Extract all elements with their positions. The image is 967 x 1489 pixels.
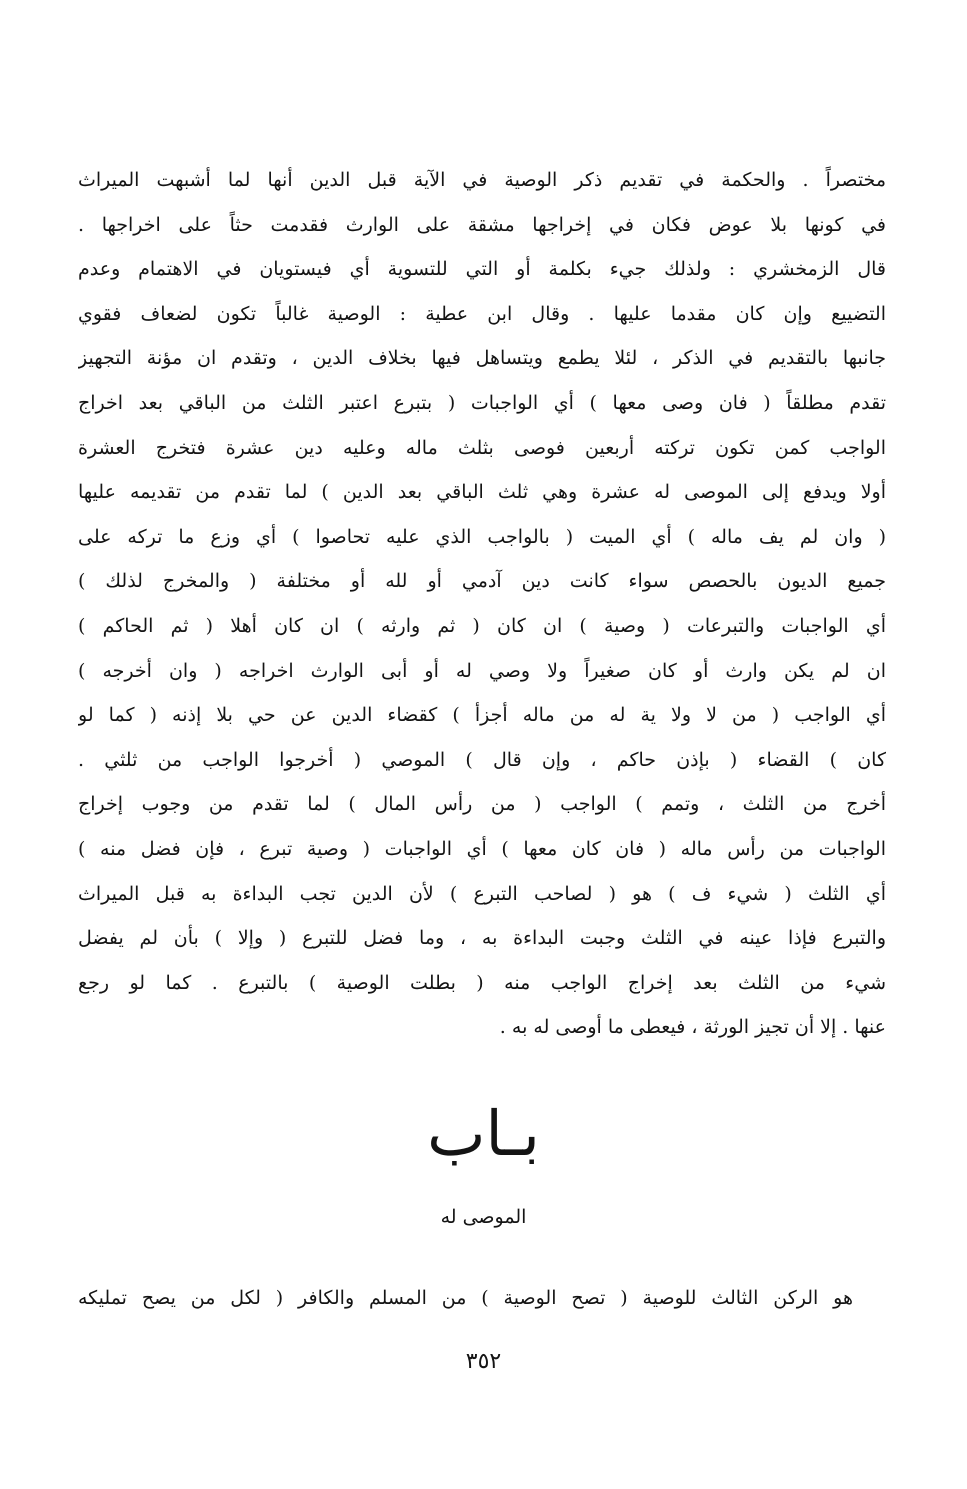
text-line: أخرج من الثلث ، وتمم ) الواجب ( من رأس المال ) لما تقدم من وجوب إخراج (78, 793, 886, 816)
text-line: تقدم مطلقاً ( فان وصى معها ) أي الواجبات ( بتبرع اعتبر الثلث من الباقي بعد اخراج (78, 391, 886, 414)
text-line: قال الزمخشري : ولذلك جيء بكلمة أو التي للتسوية أي فيستويان في الاهتمام وعدم (78, 258, 886, 281)
section-first-line: هو الركن الثالث للوصية ( تصح الوصية ) من المسلم والكافر ( لكل من يصح تمليكه (78, 1287, 853, 1309)
text-line: التضييع وإن كان مقدما عليها . وقال ابن عطية : الوصية غالباً تكون لضعاف فقوي (78, 302, 886, 325)
text-line: أولا ويدفع إلى الموصى له عشرة وهي ثلث الباقي بعد الدين ) لما تقدم من تقديمه عليها (78, 481, 886, 504)
text-line-last: عنها . إلا أن تجيز الورثة ، فيعطى ما أوصى له به . (499, 1016, 886, 1039)
text-line: جانبها بالتقديم في الذكر ، لئلا يطمع ويتساهل فيها بخلاف الدين ، وتقدم ان مؤنة التجهيز (78, 347, 886, 370)
text-line: الواجب كمن تكون تركته أربعين فوصى بثلث ماله وعليه دين عشرة فتخرج العشرة (78, 436, 886, 459)
text-line: مختصراً . والحكمة في تقديم ذكر الوصية في الآية قبل الدين أنها لما أشبهت الميراث (78, 169, 886, 191)
text-line: كان ) القضاء ( بإذن حاكم ، وإن قال ) الموصي ( أخرجوا الواجب من ثلثي . (78, 748, 886, 771)
text-line: أي الواجب ( من لا ولا ية له من ماله أجزأ ) كقضاء الدين عن حي بلا إذنه ( كما لو (78, 704, 886, 727)
text-line: والتبرع فإذا عينه في الثلث وجبت البداءة به ، وما فضل للتبرع ( وإلا ) بأن لم يفضل (78, 927, 886, 950)
section-subheading: الموصى له (440, 1206, 527, 1228)
text-line: الواجبات من رأس ماله ( فان كان معها ) أي الواجبات ( وصية تبرع ، فإن فضل منه ) (78, 837, 886, 860)
text-line: أي الواجبات والتبرعات ( وصية ) ان كان ( ثم وارثه ) ان كان أهلا ( ثم الحاكم ) (78, 614, 886, 637)
text-line: شيء من الثلث بعد إخراج الواجب منه ( بطلت الوصية ) بالتبرع . كما لو رجع (78, 971, 886, 994)
page-number: ٣٥٢ (465, 1349, 502, 1374)
text-line: ( وان لم يف ماله ) أي الميت ( بالواجب الذي عليه تحاصوا ) أي وزع ما تركه على (78, 525, 886, 548)
text-line: أي الثلث ( شيء ف ) هو ( لصاحب التبرع ) لأن الدين تجب البداءة به قبل الميراث (78, 882, 886, 905)
text-line: جميع الديون بالحصص سواء كانت دين آدمي أو لله أو مختلفة ( والمخرج لذلك ) (78, 570, 886, 593)
text-line: في كونها بلا عوض فكان في إخراجها مشقة على الوارث فقدمت حثاً على اخراجها . (78, 213, 886, 236)
text-line: ان لم يكن وارث أو كان صغيراً ولا وصي له أو أبى الوارث اخراجه ( وان أخرجه ) (78, 659, 886, 682)
chapter-heading: بـاب (427, 1097, 540, 1170)
body-text (78, 158, 886, 1050)
